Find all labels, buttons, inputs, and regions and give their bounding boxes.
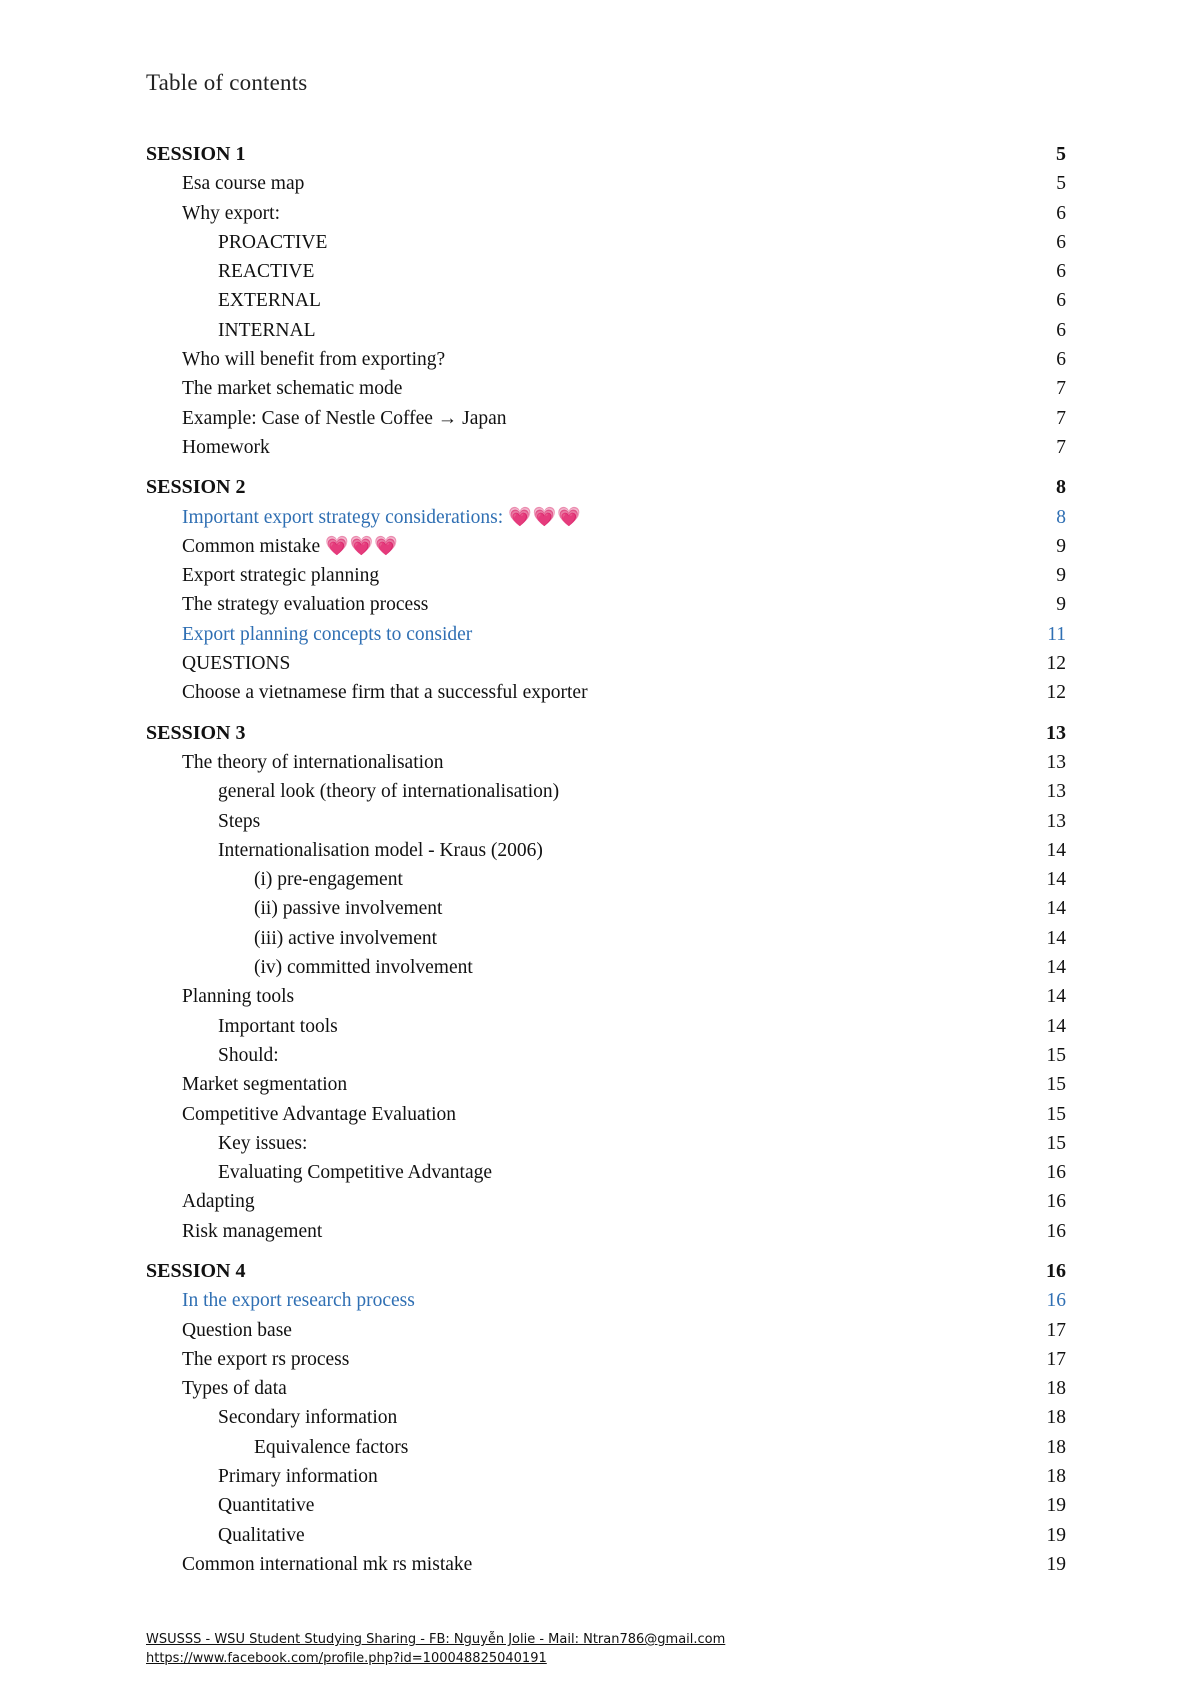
toc-entry-text [146, 1100, 456, 1129]
footer-link[interactable]: https://www.facebook.com/profile.php?id=100048825040191 [146, 1651, 547, 1666]
toc-entry[interactable] [146, 1550, 1066, 1579]
toc-entry-text [146, 169, 304, 198]
toc-entry-label: (i) pre-engagement [254, 869, 403, 891]
toc-entry[interactable] [146, 316, 1066, 345]
toc-entry-label: Example: Case of Nestle Coffee → Japan [182, 407, 507, 429]
toc-entry[interactable] [146, 1129, 1066, 1158]
toc-page-number: 13 [1046, 810, 1066, 832]
toc-page-number: 13 [1046, 721, 1066, 744]
toc-entry-label: The strategy evaluation process [182, 594, 429, 616]
toc-entry-text [146, 807, 260, 836]
toc-entry-label: Evaluating Competitive Advantage [218, 1162, 493, 1184]
toc-page-number: 16 [1046, 1290, 1066, 1312]
toc-entry-label: Question base [182, 1319, 292, 1341]
toc-entry-text [146, 1316, 292, 1345]
toc-entry-label: Quantitative [218, 1495, 315, 1517]
toc-entry-text [146, 590, 428, 619]
toc-page-number: 5 [1056, 143, 1066, 165]
toc-entry-text [146, 404, 507, 433]
toc-entry[interactable] [146, 590, 1066, 619]
table-of-contents [146, 140, 1066, 1579]
toc-entry-label: Competitive Advantage Evaluation [182, 1103, 457, 1125]
toc-entry-label: Primary information [218, 1466, 378, 1488]
toc-page-number: 19 [1046, 1524, 1066, 1546]
toc-page-number: 17 [1046, 1319, 1066, 1341]
toc-entry[interactable] [146, 1462, 1066, 1491]
toc-page-number: 19 [1046, 1495, 1066, 1517]
toc-session-heading[interactable] [146, 1257, 1066, 1286]
toc-entry[interactable] [146, 257, 1066, 286]
toc-entry-text [146, 1158, 492, 1187]
toc-entry[interactable] [146, 865, 1066, 894]
toc-entry-text [146, 1070, 347, 1099]
toc-entry-label: Export planning concepts to consider [182, 623, 473, 645]
toc-entry-text [146, 433, 270, 462]
toc-entry[interactable] [146, 1187, 1066, 1216]
toc-entry[interactable] [146, 1158, 1066, 1187]
toc-entry-label: Market segmentation [182, 1074, 348, 1096]
toc-entry-label: Common mistake [182, 535, 321, 557]
toc-entry-text [146, 532, 399, 561]
toc-entry[interactable] [146, 1041, 1066, 1070]
toc-entry-text [146, 748, 444, 777]
toc-page-number: 9 [1056, 535, 1066, 557]
toc-entry-text [146, 199, 280, 228]
toc-entry-label: Planning tools [182, 986, 295, 1008]
toc-entry-text [146, 1521, 305, 1550]
toc-page-number: 13 [1046, 751, 1066, 773]
toc-entry-label: general look (theory of internationalisation) [218, 781, 560, 803]
toc-entry-text [146, 1012, 338, 1041]
toc-entry-text [146, 678, 588, 707]
toc-entry-text [146, 561, 379, 590]
toc-entry-label: Homework [182, 436, 270, 458]
toc-entry-text [146, 374, 402, 403]
toc-entry-text [146, 1374, 287, 1403]
toc-entry-label: The theory of internationalisation [182, 751, 444, 773]
toc-entry-text [146, 1403, 397, 1432]
toc-entry-text [146, 140, 246, 169]
toc-entry-text [146, 503, 582, 532]
toc-entry-text [146, 257, 314, 286]
toc-entry-text [146, 286, 321, 315]
toc-page-number: 14 [1046, 927, 1066, 949]
toc-entry-text [146, 1286, 415, 1315]
toc-page-number: 19 [1046, 1553, 1066, 1575]
toc-entry-label: SESSION 2 [146, 476, 246, 499]
toc-entry-label: SESSION 3 [146, 721, 246, 744]
toc-page-number: 15 [1046, 1074, 1066, 1096]
toc-entry[interactable] [146, 374, 1066, 403]
toc-entry[interactable] [146, 1316, 1066, 1345]
toc-entry-text [146, 836, 543, 865]
toc-entry-label: EXTERNAL [218, 290, 321, 312]
toc-entry-label: Who will benefit from exporting? [182, 349, 446, 371]
toc-page-number: 15 [1046, 1044, 1066, 1066]
toc-page-number: 14 [1046, 869, 1066, 891]
toc-entry-label: Qualitative [218, 1524, 305, 1546]
toc-entry[interactable] [146, 1100, 1066, 1129]
toc-title: Table of contents [146, 70, 308, 95]
toc-entry[interactable] [146, 1433, 1066, 1462]
toc-page-number: 18 [1046, 1466, 1066, 1488]
toc-entry[interactable] [146, 1403, 1066, 1432]
toc-session-heading[interactable] [146, 140, 1066, 169]
toc-entry-label: REACTIVE [218, 261, 315, 283]
toc-entry[interactable] [146, 1345, 1066, 1374]
heart-icon: 💗💗💗 [325, 535, 399, 557]
toc-entry-text [146, 1550, 472, 1579]
toc-entry[interactable] [146, 1217, 1066, 1246]
toc-entry-label: Types of data [182, 1378, 287, 1400]
toc-entry-label: Choose a vietnamese firm that a successful exporter [182, 682, 588, 704]
toc-entry-text [146, 953, 473, 982]
toc-entry[interactable] [146, 1521, 1066, 1550]
toc-entry-text [146, 924, 437, 953]
toc-entry[interactable] [146, 561, 1066, 590]
toc-entry[interactable] [146, 982, 1066, 1011]
toc-page-number: 6 [1056, 261, 1066, 283]
toc-entry-label: SESSION 1 [146, 143, 246, 165]
toc-page-number: 14 [1046, 1015, 1066, 1037]
toc-entry-label: SESSION 4 [146, 1259, 246, 1282]
toc-entry-label: The market schematic mode [182, 378, 403, 400]
toc-page-number: 8 [1056, 506, 1066, 528]
toc-entry-label: PROACTIVE [218, 231, 328, 253]
toc-entry-text [146, 1041, 279, 1070]
toc-entry-text [146, 473, 246, 502]
toc-session-heading[interactable] [146, 473, 1066, 502]
toc-entry[interactable] [146, 1070, 1066, 1099]
toc-entry[interactable] [146, 345, 1066, 374]
toc-entry-label: In the export research process [182, 1290, 415, 1312]
toc-entry-label: QUESTIONS [182, 653, 291, 675]
toc-entry-label: Secondary information [218, 1407, 398, 1429]
toc-page-number: 6 [1056, 231, 1066, 253]
toc-entry-text [146, 345, 445, 374]
toc-entry-label: (iv) committed involvement [254, 957, 473, 979]
toc-page-number: 5 [1056, 173, 1066, 195]
toc-page-number: 9 [1056, 594, 1066, 616]
footer-credits[interactable]: WSUSSS - WSU Student Studying Sharing - FB: Nguyễn Jolie - Mail: Ntran786@gmail.com [146, 1632, 726, 1647]
toc-entry-label: Esa course map [182, 173, 305, 195]
toc-entry[interactable] [146, 404, 1066, 433]
toc-entry-label: Key issues: [218, 1132, 308, 1154]
toc-entry[interactable] [146, 286, 1066, 315]
toc-page-number: 8 [1056, 476, 1066, 499]
toc-page-number: 7 [1056, 378, 1066, 400]
toc-page-number: 16 [1046, 1259, 1066, 1282]
toc-page-number: 17 [1046, 1348, 1066, 1370]
toc-entry[interactable] [146, 1374, 1066, 1403]
toc-page-number: 14 [1046, 839, 1066, 861]
toc-entry-label: Important export strategy considerations: [182, 506, 504, 528]
toc-entry-text [146, 649, 290, 678]
toc-entry-label: INTERNAL [218, 319, 316, 341]
toc-entry-text [146, 777, 559, 806]
page-footer [146, 1630, 725, 1668]
toc-page-number: 6 [1056, 290, 1066, 312]
toc-page-number: 12 [1046, 653, 1066, 675]
toc-entry-text [146, 1462, 378, 1491]
toc-entry-text [146, 1187, 255, 1216]
toc-entry-text [146, 620, 472, 649]
toc-entry[interactable] [146, 199, 1066, 228]
toc-page-number: 9 [1056, 565, 1066, 587]
toc-entry-text [146, 316, 315, 345]
toc-entry-text [146, 228, 327, 257]
toc-page-number: 18 [1046, 1436, 1066, 1458]
toc-page-number: 13 [1046, 781, 1066, 803]
toc-entry-label: Should: [218, 1044, 279, 1066]
toc-entry[interactable] [146, 924, 1066, 953]
toc-entry-text [146, 982, 294, 1011]
toc-entry[interactable] [146, 503, 1066, 532]
toc-page-number: 18 [1046, 1378, 1066, 1400]
toc-entry-label: The export rs process [182, 1348, 350, 1370]
toc-page-number: 6 [1056, 349, 1066, 371]
toc-entry[interactable] [146, 228, 1066, 257]
toc-entry[interactable] [146, 894, 1066, 923]
toc-entry-label: Common international mk rs mistake [182, 1553, 473, 1575]
toc-entry[interactable] [146, 649, 1066, 678]
toc-page-number: 14 [1046, 986, 1066, 1008]
toc-entry-label: Risk management [182, 1220, 323, 1242]
toc-entry-text [146, 719, 246, 748]
toc-entry-label: (iii) active involvement [254, 927, 438, 949]
toc-entry-label: (ii) passive involvement [254, 898, 443, 920]
toc-session-heading[interactable] [146, 719, 1066, 748]
toc-entry[interactable] [146, 678, 1066, 707]
toc-entry-label: Adapting [182, 1191, 255, 1213]
toc-entry-label: Export strategic planning [182, 565, 380, 587]
toc-page-number: 6 [1056, 202, 1066, 224]
toc-entry-label: Internationalisation model - Kraus (2006) [218, 839, 543, 861]
toc-page-number: 18 [1046, 1407, 1066, 1429]
toc-page-number: 16 [1046, 1220, 1066, 1242]
toc-entry-text [146, 1129, 307, 1158]
toc-entry-label: Why export: [182, 202, 281, 224]
toc-page-number: 6 [1056, 319, 1066, 341]
toc-entry-text [146, 1345, 349, 1374]
toc-entry[interactable] [146, 532, 1066, 561]
toc-entry-label: Equivalence factors [254, 1436, 409, 1458]
toc-entry[interactable] [146, 1491, 1066, 1520]
toc-entry-text [146, 1491, 314, 1520]
toc-page-number: 7 [1056, 407, 1066, 429]
toc-entry-label: Steps [218, 810, 261, 832]
toc-page-number: 12 [1046, 682, 1066, 704]
toc-page-number: 15 [1046, 1103, 1066, 1125]
toc-entry[interactable] [146, 807, 1066, 836]
toc-entry[interactable] [146, 836, 1066, 865]
toc-entry-label: Important tools [218, 1015, 338, 1037]
toc-entry[interactable] [146, 953, 1066, 982]
toc-page-number: 11 [1047, 623, 1066, 645]
toc-page-number: 7 [1056, 436, 1066, 458]
toc-entry[interactable] [146, 433, 1066, 462]
toc-entry-text [146, 865, 403, 894]
toc-entry[interactable] [146, 777, 1066, 806]
toc-page-number: 14 [1046, 957, 1066, 979]
toc-entry[interactable] [146, 169, 1066, 198]
toc-entry-text [146, 1433, 408, 1462]
toc-entry[interactable] [146, 1286, 1066, 1315]
toc-page-number: 15 [1046, 1132, 1066, 1154]
toc-entry[interactable] [146, 620, 1066, 649]
toc-page-number: 16 [1046, 1191, 1066, 1213]
toc-entry-text [146, 894, 442, 923]
toc-entry[interactable] [146, 1012, 1066, 1041]
heart-icon: 💗💗💗 [508, 506, 582, 528]
toc-page-number: 14 [1046, 898, 1066, 920]
toc-entry-text [146, 1217, 322, 1246]
toc-entry-text [146, 1257, 246, 1286]
toc-page-number: 16 [1046, 1162, 1066, 1184]
toc-entry[interactable] [146, 748, 1066, 777]
